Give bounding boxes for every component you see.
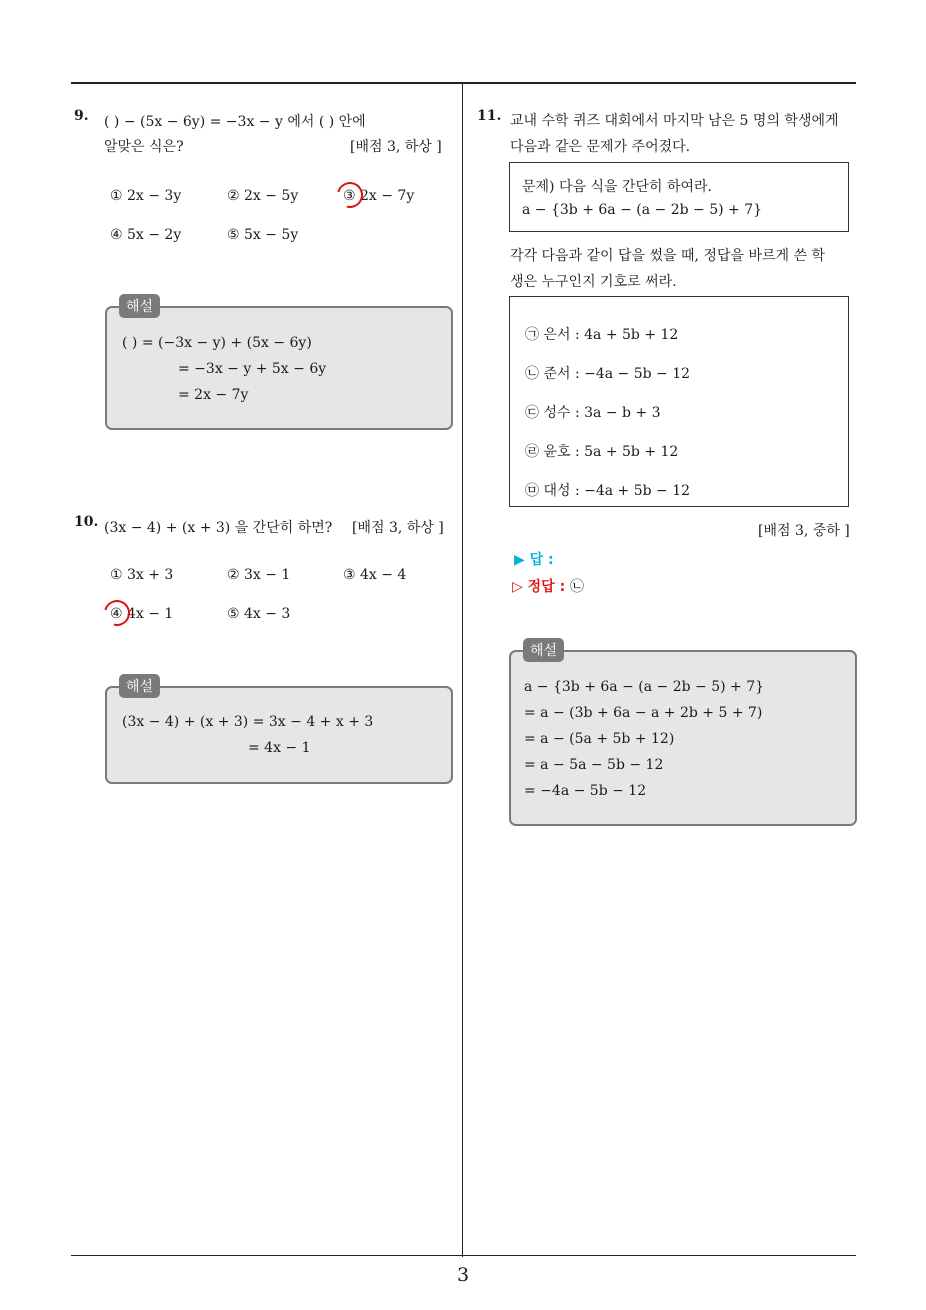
q11-problem-title: 문제) 다음 식을 간단히 하여라. (522, 179, 713, 195)
q11-instruction-line1: 각각 다음과 같이 답을 썼을 때, 정답을 바르게 쓴 학 (510, 248, 825, 264)
q11-solution-tag: 해설 (523, 638, 564, 662)
q11-solution-line-5: = −4a − 5b − 12 (524, 783, 647, 799)
q9-stem-line1: ( ) − (5x − 6y) = −3x − y 에서 ( ) 안에 (104, 114, 366, 130)
column-divider (462, 82, 463, 1257)
q11-stem-line1: 교내 수학 퀴즈 대회에서 마지막 남은 5 명의 학생에게 (510, 113, 839, 129)
q11-correct-label: ▷ 정답 : (512, 579, 566, 595)
q11-student-2: ㉡ 준서 : −4a − 5b − 12 (525, 366, 691, 382)
q9-answer-mark-icon (332, 177, 368, 213)
q11-student-1: ㉠ 은서 : 4a + 5b + 12 (525, 327, 679, 343)
q10-solution-box (105, 686, 453, 784)
q10-choice-2[interactable]: ② 3x − 1 (227, 567, 291, 583)
q11-solution-line-1: a − {3b + 6a − (a − 2b − 5) + 7} (524, 679, 765, 695)
page-number: 3 (456, 1264, 470, 1286)
top-rule (71, 82, 856, 84)
q9-choice-2[interactable]: ② 2x − 5y (227, 188, 299, 204)
q9-solution-line-1: ( ) = (−3x − y) + (5x − 6y) (122, 335, 312, 351)
q9-choice-4[interactable]: ④ 5x − 2y (110, 227, 182, 243)
q11-solution-line-4: = a − 5a − 5b − 12 (524, 757, 664, 773)
q11-problem-expression: a − {3b + 6a − (a − 2b − 5) + 7} (522, 202, 763, 218)
q11-instruction-line2: 생은 누구인지 기호로 써라. (510, 274, 677, 290)
q10-choice-4[interactable]: ④ 4x − 1 (110, 606, 174, 622)
q9-choice-3[interactable]: ③ 2x − 7y (343, 188, 415, 204)
q9-solution-line-3: = 2x − 7y (178, 387, 249, 403)
q10-number: 10. (74, 514, 99, 530)
q9-solution-tag: 해설 (119, 294, 160, 318)
q11-student-3: ㉢ 성수 : 3a − b + 3 (525, 405, 661, 421)
q10-solution-line-2: = 4x − 1 (248, 740, 311, 756)
q11-stem-line2: 다음과 같은 문제가 주어졌다. (510, 139, 691, 155)
q11-correct-value: ㉡ (570, 579, 585, 595)
q11-student-5: ㉤ 대성 : −4a + 5b − 12 (525, 483, 691, 499)
q10-solution-line-1: (3x − 4) + (x + 3) = 3x − 4 + x + 3 (122, 714, 374, 730)
q10-solution-tag: 해설 (119, 674, 160, 698)
q9-number: 9. (74, 108, 89, 124)
q11-problem-box (509, 162, 849, 232)
q11-correct-answer (512, 576, 584, 596)
q10-stem: (3x − 4) + (x + 3) 을 간단히 하면? (104, 520, 333, 536)
q10-choice-3[interactable]: ③ 4x − 4 (343, 567, 407, 583)
bottom-rule (71, 1255, 856, 1256)
q9-stem-line2: 알맞은 식은? (104, 139, 184, 155)
q10-choice-5[interactable]: ⑤ 4x − 3 (227, 606, 291, 622)
q11-answer-label: ▶ 답 : (514, 552, 554, 568)
q10-answer-mark-icon (99, 595, 135, 631)
q11-number: 11. (477, 108, 502, 124)
q9-choice-5[interactable]: ⑤ 5x − 5y (227, 227, 299, 243)
q9-choice-1[interactable]: ① 2x − 3y (110, 188, 182, 204)
q11-solution-line-2: = a − (3b + 6a − a + 2b + 5 + 7) (524, 705, 763, 721)
q9-score: [배점 3, 하상 ] (350, 139, 442, 155)
q11-solution-line-3: = a − (5a + 5b + 12) (524, 731, 675, 747)
q9-solution-line-2: = −3x − y + 5x − 6y (178, 361, 327, 377)
q11-student-4: ㉣ 윤호 : 5a + 5b + 12 (525, 444, 679, 460)
q10-choice-1[interactable]: ① 3x + 3 (110, 567, 174, 583)
q11-score: [배점 3, 중하 ] (758, 523, 850, 539)
q10-score: [배점 3, 하상 ] (352, 520, 444, 536)
